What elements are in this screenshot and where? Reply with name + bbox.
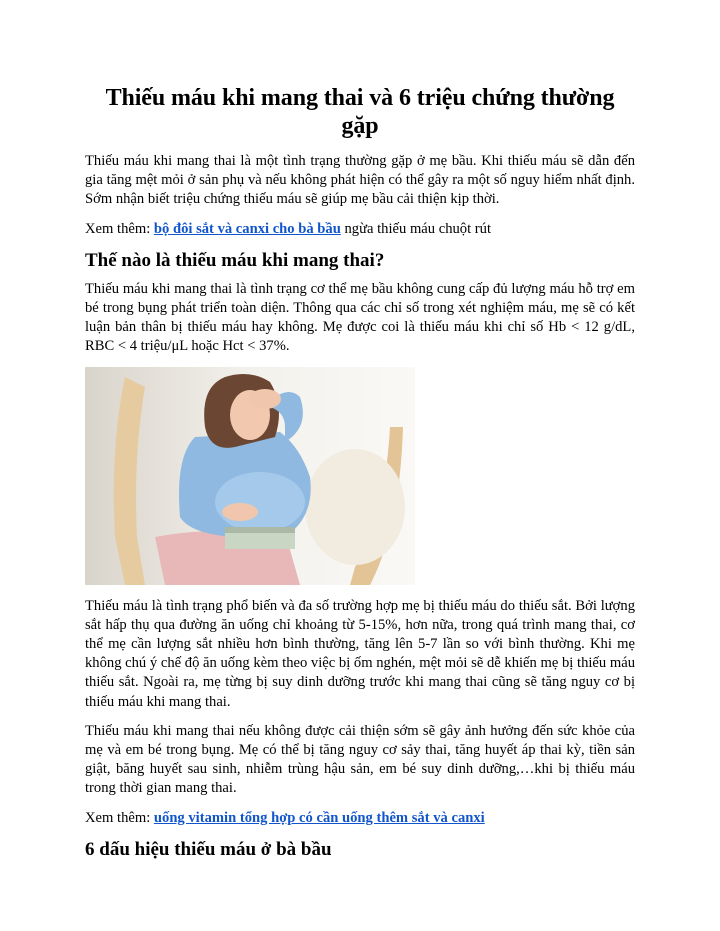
section-1-heading: Thế nào là thiếu máu khi mang thai? xyxy=(85,249,385,271)
pregnant-woman-photo xyxy=(85,367,415,585)
see-more-1 xyxy=(85,220,635,239)
multivitamin-link[interactable]: uống vitamin tổng hợp có cần uống thêm sắt và canxi xyxy=(153,809,485,826)
section-2-heading: 6 dấu hiệu thiếu máu ở bà bầu xyxy=(85,838,332,860)
page-title: Thiếu máu khi mang thai và 6 triệu chứng thường gặp xyxy=(105,85,615,139)
see-more-2-prefix: Xem thêm: xyxy=(85,809,154,826)
section-1-paragraph: Thiếu máu khi mang thai là tình trạng cơ thể mẹ bầu không cung cấp đủ lượng máu hỗ trợ em bé trong bụng phát triển toàn diện. Thông qua các chỉ số trong xét nghiệm máu, mẹ sẽ có kết luận bản thân bị thiếu máu hay không. Mẹ được coi là thiếu máu khi chỉ số Hb < 12 g/dL, RBC < 4 triệu/μL hoặc Hct < 37%. xyxy=(85,280,635,355)
iron-calcium-link[interactable]: bộ đôi sắt và canxi cho bà bầu xyxy=(153,220,341,237)
paragraph-2: Thiếu máu là tình trạng phổ biến và đa số trường hợp mẹ bị thiếu máu do thiếu sắt. Bởi lượng sắt hấp thụ qua đường ăn uống chỉ khoảng từ 5-15%, hơn nữa, trong quá trình mang thai, cơ thể mẹ cần lượng sắt nhiều hơn bình thường, tăng lên 5-7 lần so với bình thường. Khi mẹ không chú ý chế độ ăn uống kèm theo việc bị ốm nghén, mệt mỏi sẽ dễ khiến mẹ bị thiếu máu thiếu sắt. Ngoài ra, mẹ từng bị suy dinh dưỡng trước khi mang thai cũng sẽ tăng nguy cơ bị thiếu máu khi mang thai. xyxy=(85,597,635,710)
see-more-1-prefix: Xem thêm: xyxy=(85,220,154,237)
see-more-2 xyxy=(85,809,635,828)
see-more-1-suffix: ngừa thiếu máu chuột rút xyxy=(340,220,492,237)
article-body xyxy=(85,84,635,869)
paragraph-3: Thiếu máu khi mang thai nếu không được cải thiện sớm sẽ gây ảnh hưởng đến sức khỏe của mẹ và em bé trong bụng. Mẹ có thể bị tăng nguy cơ sảy thai, tăng huyết áp thai kỳ, tiền sản giật, băng huyết sau sinh, nhiễm trùng hậu sản, em bé suy dinh dưỡng,…khi bị thiếu máu trong thời gian mang thai. xyxy=(85,722,635,797)
intro-paragraph: Thiếu máu khi mang thai là một tình trạng thường gặp ở mẹ bầu. Khi thiếu máu sẽ dẫn đến gia tăng mệt mỏi ở sản phụ và nếu không phát hiện có thể gây ra một số nguy hiểm nhất định. Sớm nhận biết triệu chứng thiếu máu sẽ giúp mẹ bầu cải thiện kịp thời. xyxy=(85,153,635,208)
